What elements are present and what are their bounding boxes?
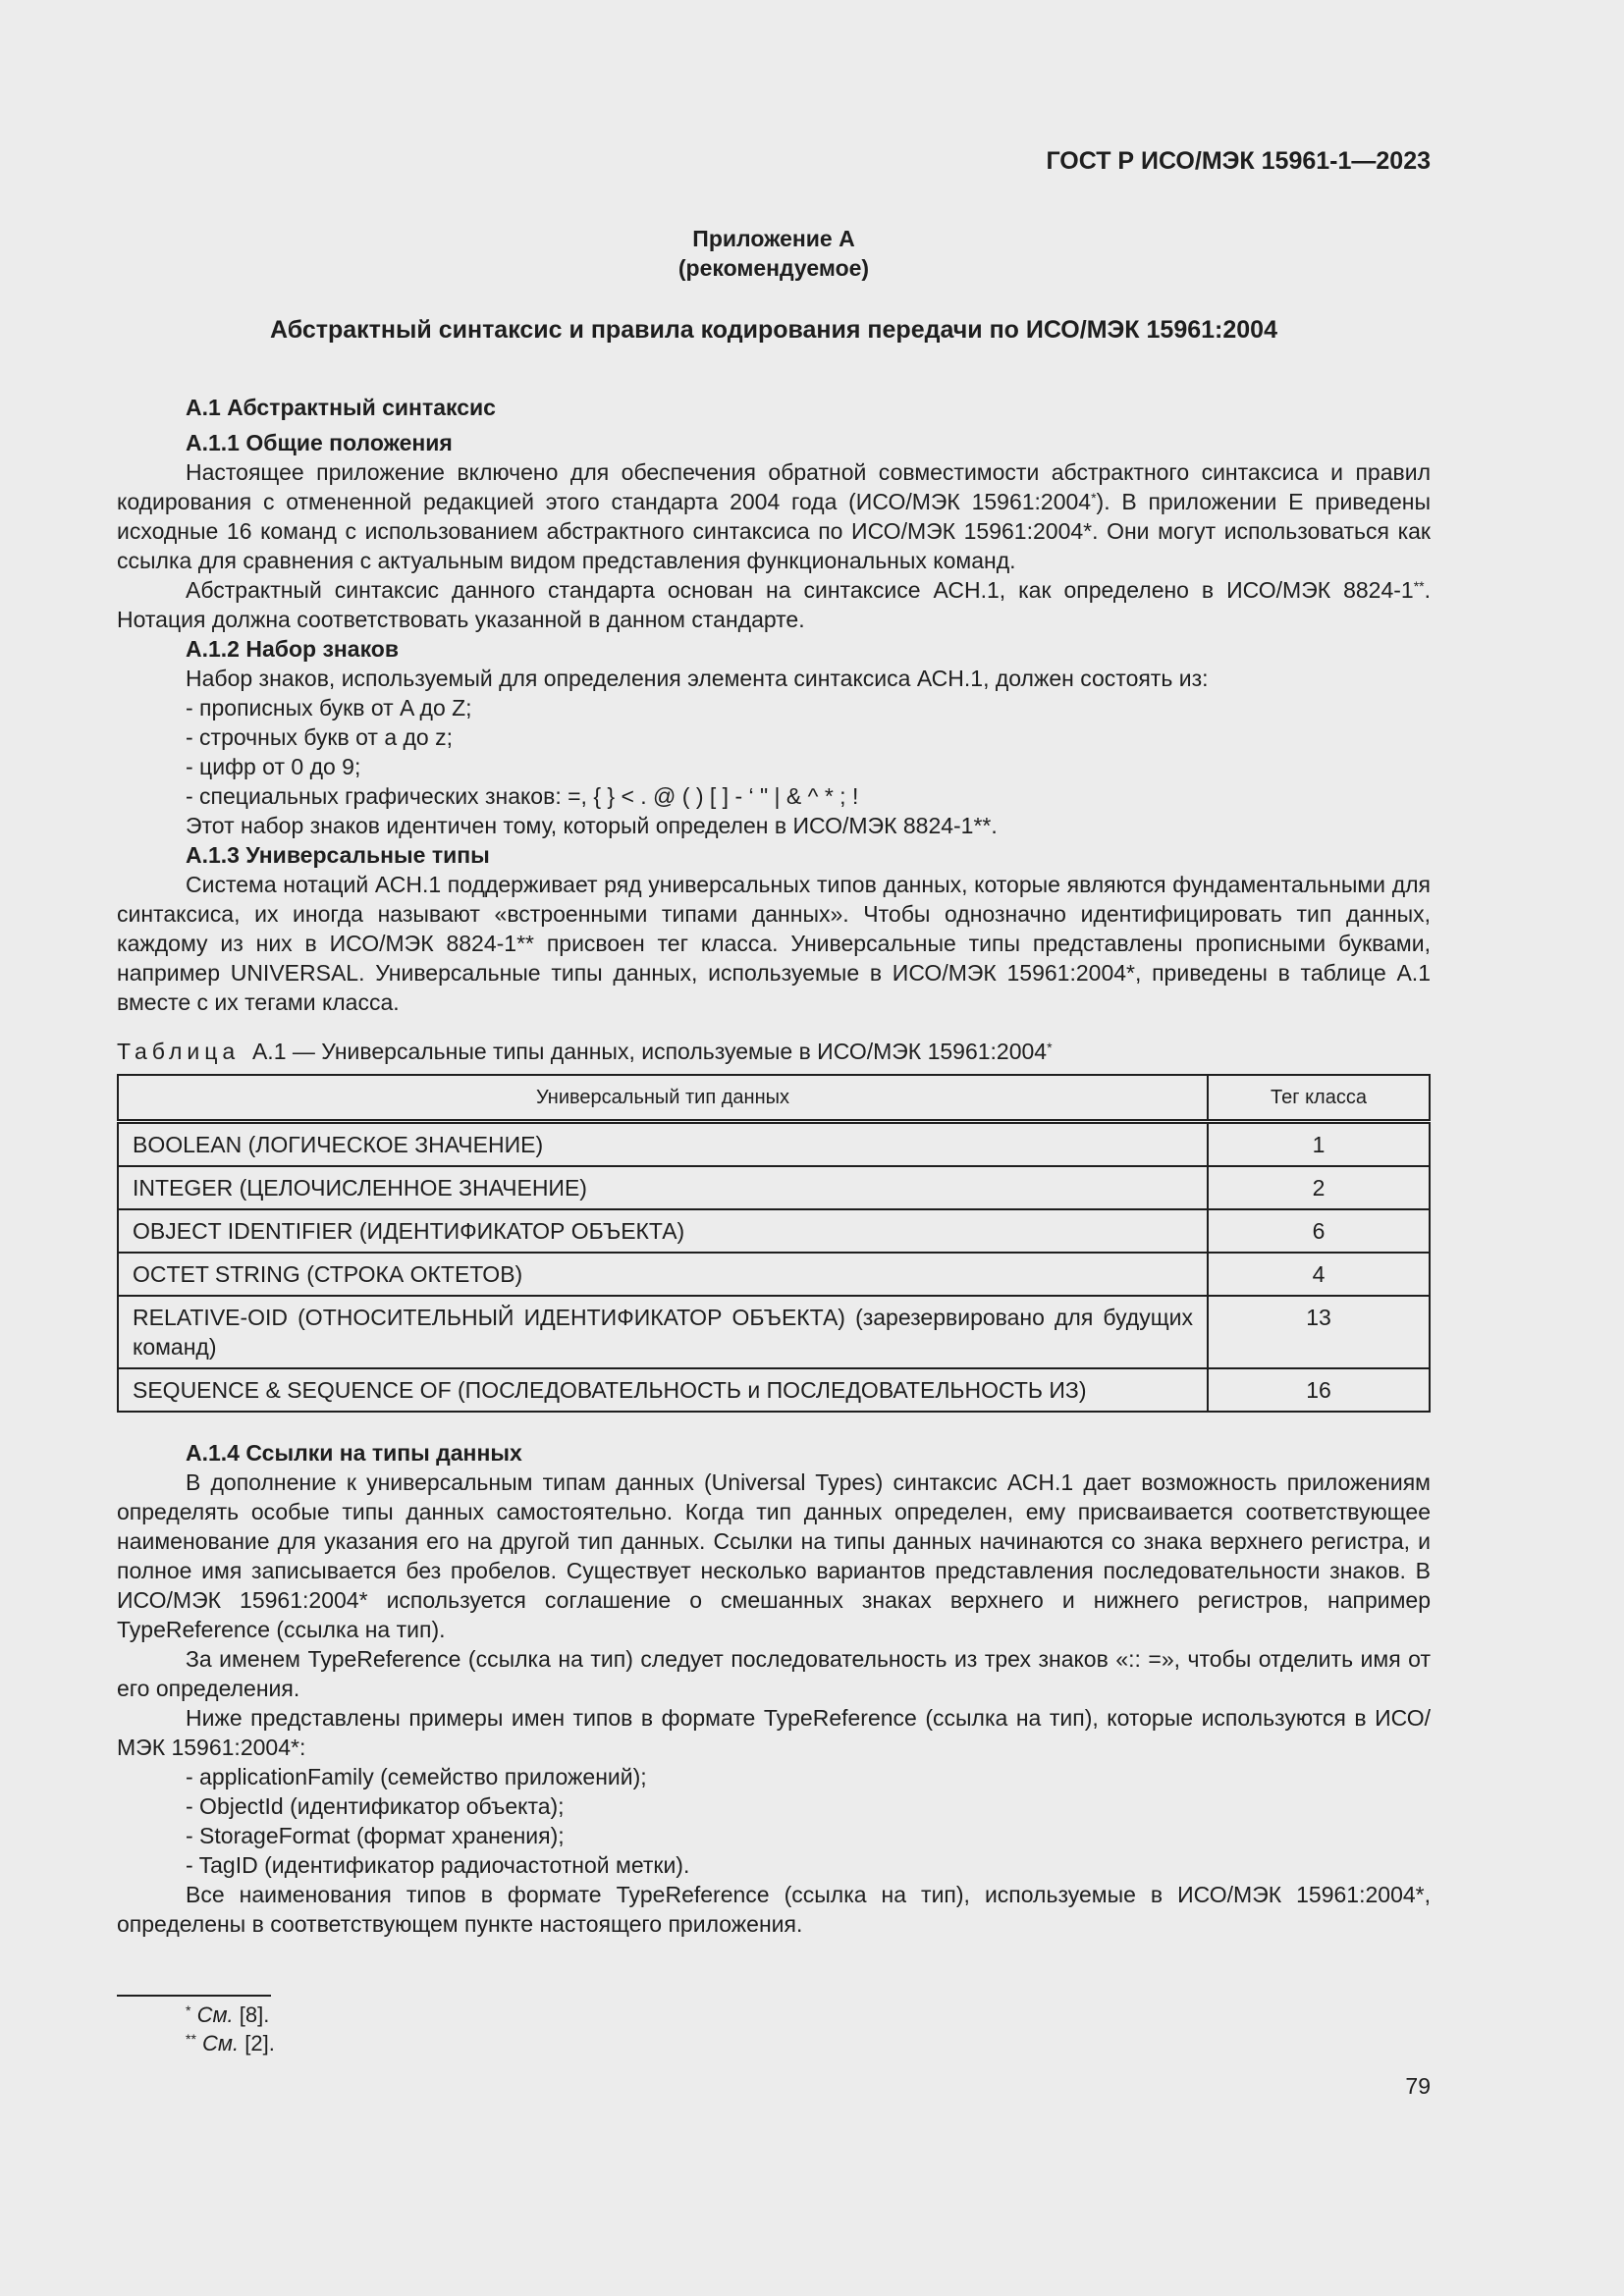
- column-header-type: Универсальный тип данных: [118, 1075, 1208, 1122]
- list-item: - StorageFormat (формат хранения);: [186, 1823, 565, 1848]
- section-a1-heading: А.1 Абстрактный синтаксис: [186, 395, 496, 420]
- footnote-separator: [117, 1995, 271, 1997]
- type-cell: RELATIVE-OID (ОТНОСИТЕЛЬНЫЙ ИДЕНТИФИКАТОР ОБЪЕКТА) (зарезервировано для будущих команд): [118, 1296, 1208, 1368]
- section-a12-intro: Набор знаков, используемый для определения элемента синтаксиса АСН.1, должен состоять из:: [186, 666, 1209, 691]
- table-row: [118, 1253, 1430, 1296]
- tag-cell: 13: [1208, 1296, 1430, 1368]
- table-row: [118, 1166, 1430, 1209]
- type-cell: SEQUENCE & SEQUENCE OF (ПОСЛЕДОВАТЕЛЬНОСТЬ и ПОСЛЕДОВАТЕЛЬНОСТЬ ИЗ): [118, 1368, 1208, 1412]
- list-item: - прописных букв от A до Z;: [186, 695, 472, 721]
- section-a14-paragraph-1: В дополнение к универсальным типам данных (Universal Types) синтаксис АСН.1 дает возможность приложениям определять особые типы данных самостоятельно. Когда тип данных определен, ему присваивается соответствующее наименование для указания его на другой тип данных. Ссылки на типы данных начинаются со знака верхнего регистра, и полное имя записывается без пробелов. Существует несколько вариантов представления последовательности знаков. В ИСО/МЭК 15961:2004* используется соглашение о смешанных знаках верхнего и нижнего регистров, например TypeReference (ссылка на тип).: [117, 1469, 1431, 1642]
- table-row: [118, 1368, 1430, 1412]
- table-row: [118, 1209, 1430, 1253]
- section-a11-heading: А.1.1 Общие положения: [186, 430, 453, 455]
- footnotes: [186, 2001, 275, 2057]
- type-cell: OCTET STRING (СТРОКА ОКТЕТОВ): [118, 1253, 1208, 1296]
- section-a14-paragraph-3: Ниже представлены примеры имен типов в формате TypeReference (ссылка на тип), которые используются в ИСО/МЭК 15961:2004*:: [117, 1705, 1431, 1760]
- annex-heading: [117, 224, 1431, 283]
- footnote: * См. [8].: [186, 2002, 270, 2027]
- tag-cell: 16: [1208, 1368, 1430, 1412]
- section-a13-paragraph: Система нотаций АСН.1 поддерживает ряд универсальных типов данных, которые являются фундаментальными для синтаксиса, их иногда называют «встроенными типами данных». Чтобы однозначно идентифицировать тип данных, каждому из них в ИСО/МЭК 8824-1** присвоен тег класса. Универсальные типы представлены прописными буквами, например UNIVERSAL. Универсальные типы данных, используемые в ИСО/МЭК 15961:2004*, приведены в таблице А.1 вместе с их тегами класса.: [117, 872, 1431, 1015]
- tag-cell: 6: [1208, 1209, 1430, 1253]
- section-a11-paragraph-1: Настоящее приложение включено для обеспечения обратной совместимости абстрактного синтаксиса и правил кодирования с отмененной редакцией этого стандарта 2004 года (ИСО/МЭК 15961:2004*). В приложении Е приведены исходные 16 команд с использованием абстрактного синтаксиса по ИСО/МЭК 15961:2004*. Они могут использоваться как ссылка для сравнения с актуальным видом представления функциональных команд.: [117, 459, 1431, 573]
- tag-cell: 1: [1208, 1122, 1430, 1167]
- section-a13-heading: А.1.3 Универсальные типы: [186, 842, 490, 868]
- list-item: - строчных букв от a до z;: [186, 724, 453, 750]
- column-header-tag: Тег класса: [1208, 1075, 1430, 1122]
- section-a14-heading: А.1.4 Ссылки на типы данных: [186, 1440, 522, 1466]
- section-a12-outro: Этот набор знаков идентичен тому, который определен в ИСО/МЭК 8824-1**.: [186, 813, 998, 838]
- section-a11-paragraph-2: Абстрактный синтаксис данного стандарта основан на синтаксисе АСН.1, как определено в ИСО/МЭК 8824-1**. Нотация должна соответствовать указанной в данном стандарте.: [117, 577, 1431, 632]
- section-a14-paragraph-2: За именем TypeReference (ссылка на тип) следует последовательность из трех знаков «:: =», чтобы отделить имя от его определения.: [117, 1646, 1431, 1701]
- list-item: - специальных графических знаков: =, { } < . @ ( ) [ ] - ‘ " | & ^ * ; !: [186, 783, 859, 809]
- table-caption: Таблица А.1 — Универсальные типы данных, используемые в ИСО/МЭК 15961:2004*: [117, 1039, 1053, 1064]
- table-row: [118, 1122, 1430, 1167]
- tag-cell: 2: [1208, 1166, 1430, 1209]
- list-item: - цифр от 0 до 9;: [186, 754, 361, 779]
- table-row: [118, 1296, 1430, 1368]
- footnote: ** См. [2].: [186, 2031, 275, 2056]
- tag-cell: 4: [1208, 1253, 1430, 1296]
- annex-status: (рекомендуемое): [677, 255, 870, 281]
- section-a12-heading: А.1.2 Набор знаков: [186, 636, 399, 662]
- annex-label: Приложение А: [692, 226, 855, 251]
- document-body: [117, 393, 1431, 1939]
- list-item: - ObjectId (идентификатор объекта);: [186, 1793, 565, 1819]
- list-item: - TagID (идентификатор радиочастотной метки).: [186, 1852, 690, 1878]
- list-item: - applicationFamily (семейство приложений);: [186, 1764, 647, 1789]
- universal-types-table: [117, 1074, 1431, 1413]
- standard-code: ГОСТ Р ИСО/МЭК 15961-1—2023: [1046, 147, 1431, 175]
- type-cell: BOOLEAN (ЛОГИЧЕСКОЕ ЗНАЧЕНИЕ): [118, 1122, 1208, 1167]
- section-a14-paragraph-4: Все наименования типов в формате TypeReference (ссылка на тип), используемые в ИСО/МЭК 15961:2004*, определены в соответствующем пункте настоящего приложения.: [117, 1882, 1431, 1937]
- annex-title: Абстрактный синтаксис и правила кодирования передачи по ИСО/МЭК 15961:2004: [270, 316, 1277, 344]
- type-cell: OBJECT IDENTIFIER (ИДЕНТИФИКАТОР ОБЪЕКТА): [118, 1209, 1208, 1253]
- type-cell: INTEGER (ЦЕЛОЧИСЛЕННОЕ ЗНАЧЕНИЕ): [118, 1166, 1208, 1209]
- page-number: 79: [1405, 2073, 1431, 2099]
